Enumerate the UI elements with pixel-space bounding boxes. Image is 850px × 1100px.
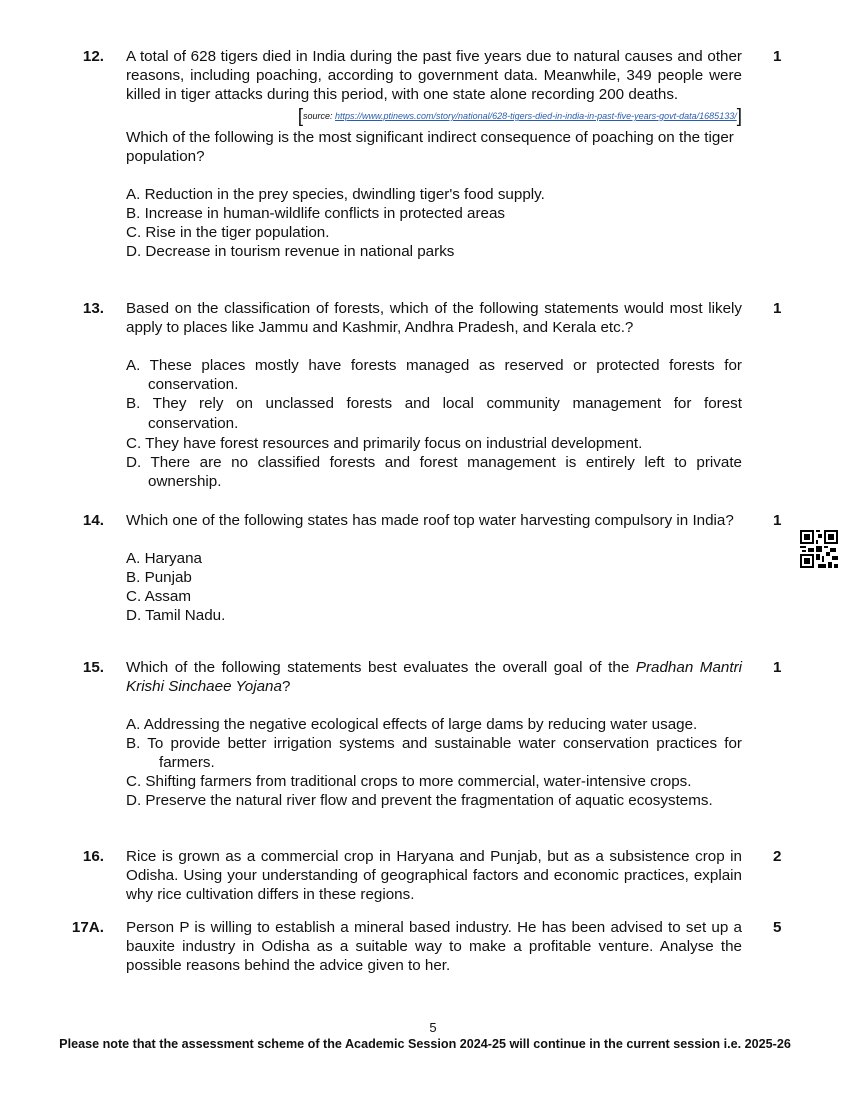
question-stem: Which of the following statements best evaluates the overall goal of the Pradhan Mantri Krishi Sinchaee Yojana? bbox=[126, 659, 742, 695]
source-citation: [source: https://www.ptinews.com/story/national/628-tigers-died-in-india-in-past-five-years-govt-data/1685133/] bbox=[297, 106, 742, 127]
question-marks: 2 bbox=[773, 848, 782, 865]
option-c: C. They have forest resources and primarily focus on industrial development. bbox=[126, 435, 643, 452]
question-prompt: Which of the following is the most significant indirect consequence of poaching on the tiger population? bbox=[126, 129, 734, 165]
option-c: C. Rise in the tiger population. bbox=[126, 224, 330, 241]
option-c: C. Shifting farmers from traditional crops to more commercial, water-intensive crops. bbox=[126, 773, 692, 790]
option-a: A. These places mostly have forests managed as reserved or protected forests for conservation. bbox=[126, 357, 742, 393]
option-a: A. Haryana bbox=[126, 550, 202, 567]
question-number: 13. bbox=[82, 300, 104, 317]
question-number: 12. bbox=[82, 48, 104, 65]
option-d: D. Decrease in tourism revenue in national parks bbox=[126, 243, 455, 260]
qr-code-icon bbox=[800, 530, 838, 568]
page-number: 5 bbox=[429, 1020, 437, 1035]
question-marks: 5 bbox=[773, 919, 782, 936]
question-stem: Based on the classification of forests, which of the following statements would most likely apply to places like Jammu and Kashmir, Andhra Pradesh, and Kerala etc.? bbox=[126, 300, 742, 336]
question-number: 15. bbox=[82, 659, 104, 676]
question-number: 17A. bbox=[71, 919, 104, 936]
question-number: 16. bbox=[82, 848, 104, 865]
question-marks: 1 bbox=[773, 659, 782, 676]
option-a: A. Reduction in the prey species, dwindling tiger's food supply. bbox=[126, 186, 545, 203]
question-marks: 1 bbox=[773, 300, 782, 317]
question-number: 14. bbox=[82, 512, 104, 529]
option-c: C. Assam bbox=[126, 588, 191, 605]
question-stem: Person P is willing to establish a mineral based industry. He has been advised to set up a bauxite industry in Odisha as a suitable way to make a profitable venture. Analyse the possible reasons behind the advice given to her. bbox=[126, 919, 742, 974]
option-b: B. Increase in human-wildlife conflicts in protected areas bbox=[126, 205, 506, 222]
question-stem: Rice is grown as a commercial crop in Haryana and Punjab, but as a subsistence crop in Odisha. Using your understanding of geographical factors and economic practices, explain why rice cultivation differs in these regions. bbox=[126, 848, 742, 903]
option-b: B. Punjab bbox=[126, 569, 192, 586]
option-d: D. Tamil Nadu. bbox=[126, 607, 226, 624]
option-a: A. Addressing the negative ecological effects of large dams by reducing water usage. bbox=[126, 716, 698, 733]
question-marks: 1 bbox=[773, 48, 782, 65]
source-link[interactable]: https://www.ptinews.com/story/national/628-tigers-died-in-india-in-past-five-years-govt-data/1685133/ bbox=[335, 111, 737, 121]
option-b: B. To provide better irrigation systems and sustainable water conservation practices for farmers. bbox=[126, 735, 742, 771]
question-stem: A total of 628 tigers died in India during the past five years due to natural causes and other reasons, including poaching, according to government data. Meanwhile, 349 people were killed in tiger attacks during this period, with one state alone recording 200 deaths. bbox=[126, 48, 742, 103]
option-b: B. They rely on unclassed forests and local community management for forest conservation. bbox=[126, 395, 742, 432]
scheme-name: Pradhan Mantri Krishi Sinchaee Yojana bbox=[126, 659, 742, 695]
question-marks: 1 bbox=[773, 512, 782, 529]
question-stem: Which one of the following states has made roof top water harvesting compulsory in India? bbox=[126, 512, 734, 529]
option-d: D. Preserve the natural river flow and prevent the fragmentation of aquatic ecosystems. bbox=[126, 792, 713, 809]
footer-note: Please note that the assessment scheme of the Academic Session 2024-25 will continue in the current session i.e. 2025-26 bbox=[59, 1037, 791, 1051]
option-d: D. There are no classified forests and forest management is entirely left to private ownership. bbox=[126, 454, 742, 490]
